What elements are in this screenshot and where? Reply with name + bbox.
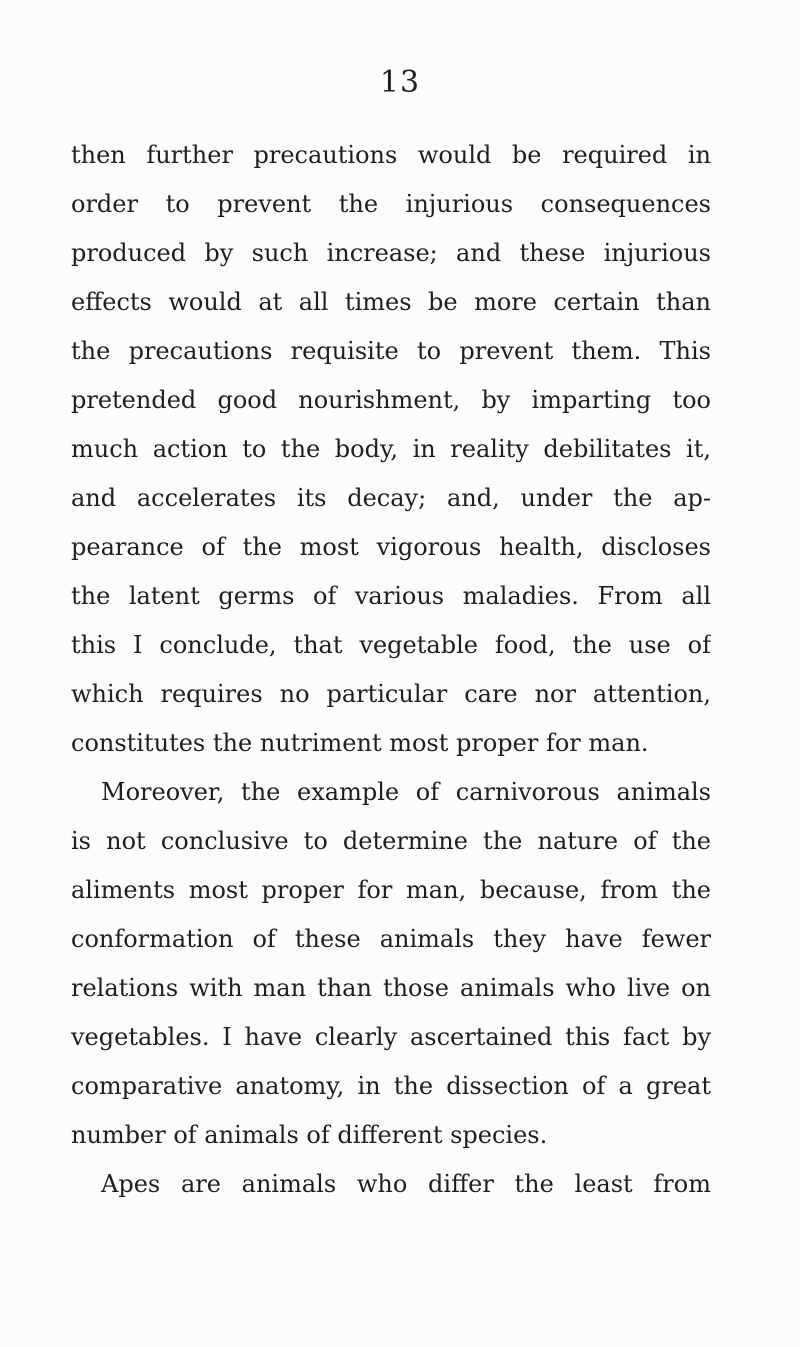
text-line: pretended good nourishment, by imparting too [71,386,711,414]
text-line: number of animals of different species. [71,1121,548,1149]
text-line: then further precautions would be required in [71,141,711,169]
text-line: pearance of the most vigorous health, discloses [71,533,711,561]
text-line: this I conclude, that vegetable food, the use of [71,631,711,659]
text-line: much action to the body, in reality debilitates it, [71,435,711,463]
page-number: 13 [379,65,421,100]
text-line: which requires no particular care nor attention, [71,680,711,708]
text-line: constitutes the nutriment most proper for man. [71,729,649,757]
text-line: produced by such increase; and these injurious [71,239,711,267]
text-line: relations with man than those animals who live on [71,974,711,1002]
text-line: and accelerates its decay; and, under the ap- [71,484,711,512]
body-text [71,131,711,1209]
text-line: comparative anatomy, in the dissection of a great [71,1072,711,1100]
text-line: effects would at all times be more certain than [71,288,711,316]
text-line: vegetables. I have clearly ascertained this fact by [71,1023,711,1051]
text-line: the precautions requisite to prevent them. This [71,337,711,365]
text-line: aliments most proper for man, because, from the [71,876,711,904]
text-line: order to prevent the injurious consequences [71,190,711,218]
text-line: Moreover, the example of carnivorous animals [101,778,711,806]
text-line: Apes are animals who differ the least from [101,1170,711,1198]
text-line: conformation of these animals they have fewer [71,925,711,953]
text-line: the latent germs of various maladies. From all [71,582,711,610]
text-line: is not conclusive to determine the nature of the [71,827,711,855]
